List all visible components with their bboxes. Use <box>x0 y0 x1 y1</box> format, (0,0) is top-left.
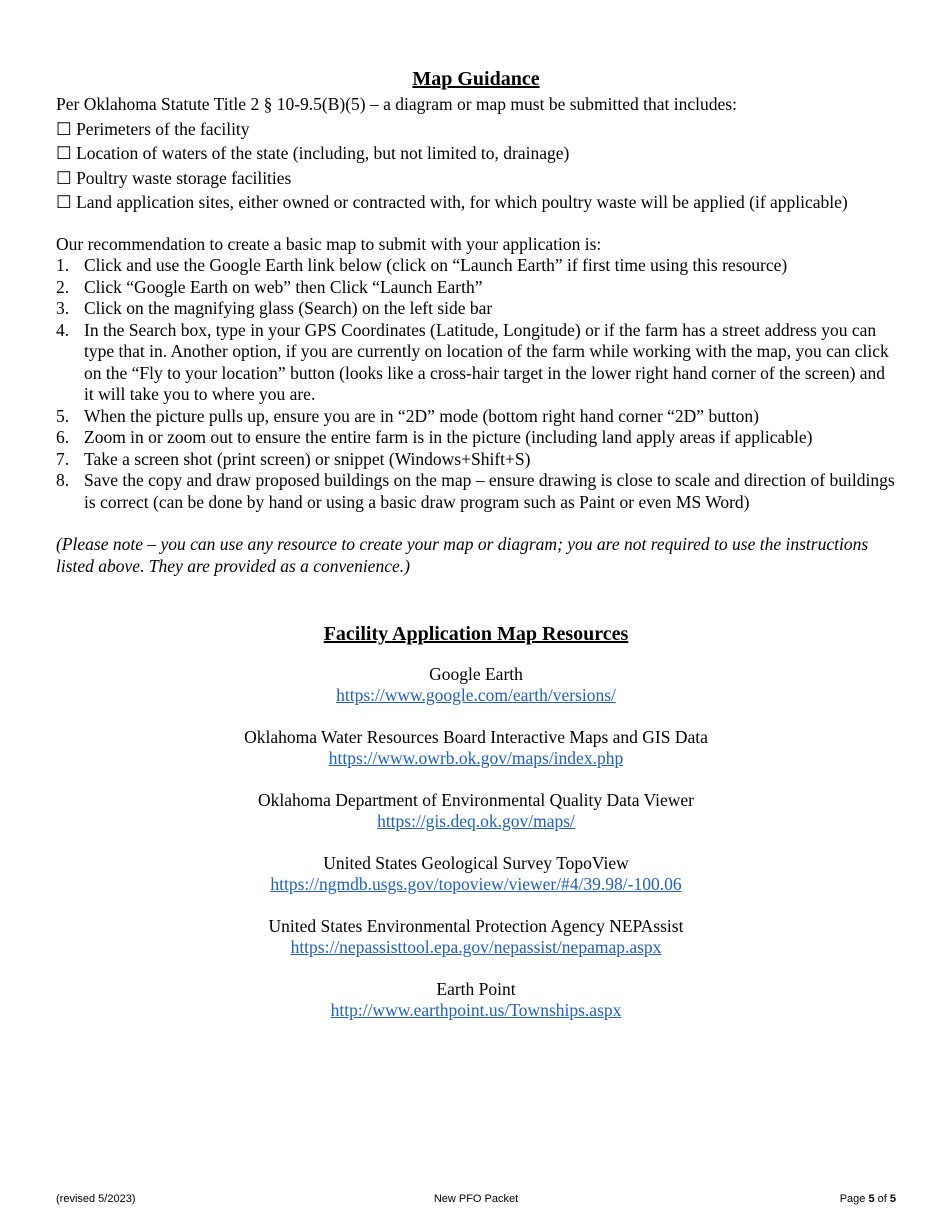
document-name: New PFO Packet <box>433 1193 519 1205</box>
step-text: Take a screen shot (print screen) or snippet (Windows+Shift+S) <box>84 448 531 469</box>
step-text: Click on the magnifying glass (Search) on the left side bar <box>84 298 493 318</box>
resource-name: Google Earth <box>429 664 523 684</box>
step-text: In the Search box, type in your GPS Coordinates (Latitude, Longitude) or if the farm has a street address you can type that in. Another option, if you are currently on location of the farm while working with the map, you can click on the “Fly to your location” button (looks like a cross-hair target in the lower right hand corner of the screen) and it will take you to where you are. <box>84 319 889 404</box>
checklist-item: ☐ Poultry waste storage facilities <box>56 167 292 188</box>
step-number: 3. <box>56 298 70 318</box>
resource-entry <box>56 663 896 706</box>
resource-name: United States Geological Survey TopoView <box>323 853 629 873</box>
resources-section <box>56 621 896 1021</box>
checklist-item: ☐ Perimeters of the facility <box>56 118 250 139</box>
revision-date: (revised 5/2023) <box>56 1193 136 1205</box>
step-number: 7. <box>56 448 70 469</box>
statute-intro: Per Oklahoma Statute Title 2 § 10-9.5(B)(5) – a diagram or map must be submitted that includes: <box>56 94 737 114</box>
step-text: Click “Google Earth on web” then Click “Launch Earth” <box>84 276 483 297</box>
page-number: Page 5 of 5 <box>839 1193 896 1205</box>
resource-name: Earth Point <box>436 979 516 999</box>
resource-link[interactable]: https://ngmdb.usgs.gov/topoview/viewer/#4/39.98/-100.06 <box>270 874 682 894</box>
step-text: Zoom in or zoom out to ensure the entire farm is in the picture (including land apply areas if applicable) <box>84 427 813 447</box>
step-text: When the picture pulls up, ensure you are in “2D” mode (bottom right hand corner “2D” button) <box>84 405 760 426</box>
step-number: 2. <box>56 276 70 297</box>
steps-list <box>56 255 896 513</box>
step-number: 4. <box>56 319 70 340</box>
document-page <box>56 66 896 1041</box>
resource-link[interactable]: http://www.earthpoint.us/Townships.aspx <box>330 1000 622 1020</box>
resource-entry <box>56 726 896 769</box>
resource-entry <box>56 915 896 958</box>
list-item <box>56 427 896 449</box>
list-item <box>56 255 896 277</box>
resources-title: Facility Application Map Resources <box>323 623 629 645</box>
recommendation-intro: Our recommendation to create a basic map to submit with your application is: <box>56 234 602 254</box>
resource-name: United States Environmental Protection Agency NEPAssist <box>268 916 684 936</box>
list-item <box>56 298 896 320</box>
resource-entry <box>56 852 896 895</box>
page-title: Map Guidance <box>412 68 540 90</box>
step-text: Save the copy and draw proposed buildings on the map – ensure drawing is close to scale and direction of buildings is correct (can be done by hand or using a basic draw program such as Paint or even MS Word) <box>84 470 895 512</box>
list-item <box>56 449 896 471</box>
resource-link[interactable]: https://www.google.com/earth/versions/ <box>336 685 616 705</box>
resource-link[interactable]: https://www.owrb.ok.gov/maps/index.php <box>328 748 624 768</box>
list-item <box>56 406 896 428</box>
step-number: 6. <box>56 427 70 447</box>
step-number: 5. <box>56 405 70 426</box>
resource-link[interactable]: https://nepassisttool.epa.gov/nepassist/nepamap.aspx <box>290 937 662 957</box>
list-item <box>56 277 896 299</box>
checklist <box>56 117 896 214</box>
step-number: 1. <box>56 255 70 275</box>
checklist-item: ☐ Land application sites, either owned or contracted with, for which poultry waste will be applied (if applicable) <box>56 192 848 212</box>
list-item <box>56 320 896 406</box>
step-text: Click and use the Google Earth link below (click on “Launch Earth” if first time using this resource) <box>84 255 788 275</box>
checklist-item: ☐ Location of waters of the state (including, but not limited to, drainage) <box>56 143 570 163</box>
resource-link[interactable]: https://gis.deq.ok.gov/maps/ <box>377 811 575 831</box>
convenience-note: (Please note – you can use any resource to create your map or diagram; you are not required to use the instructions listed above. They are provided as a convenience.) <box>56 534 869 576</box>
resource-name: Oklahoma Department of Environmental Quality Data Viewer <box>258 790 694 810</box>
list-item <box>56 470 896 513</box>
resource-name: Oklahoma Water Resources Board Interactive Maps and GIS Data <box>244 727 708 747</box>
resource-entry <box>56 978 896 1021</box>
step-number: 8. <box>56 470 70 490</box>
resource-entry <box>56 789 896 832</box>
